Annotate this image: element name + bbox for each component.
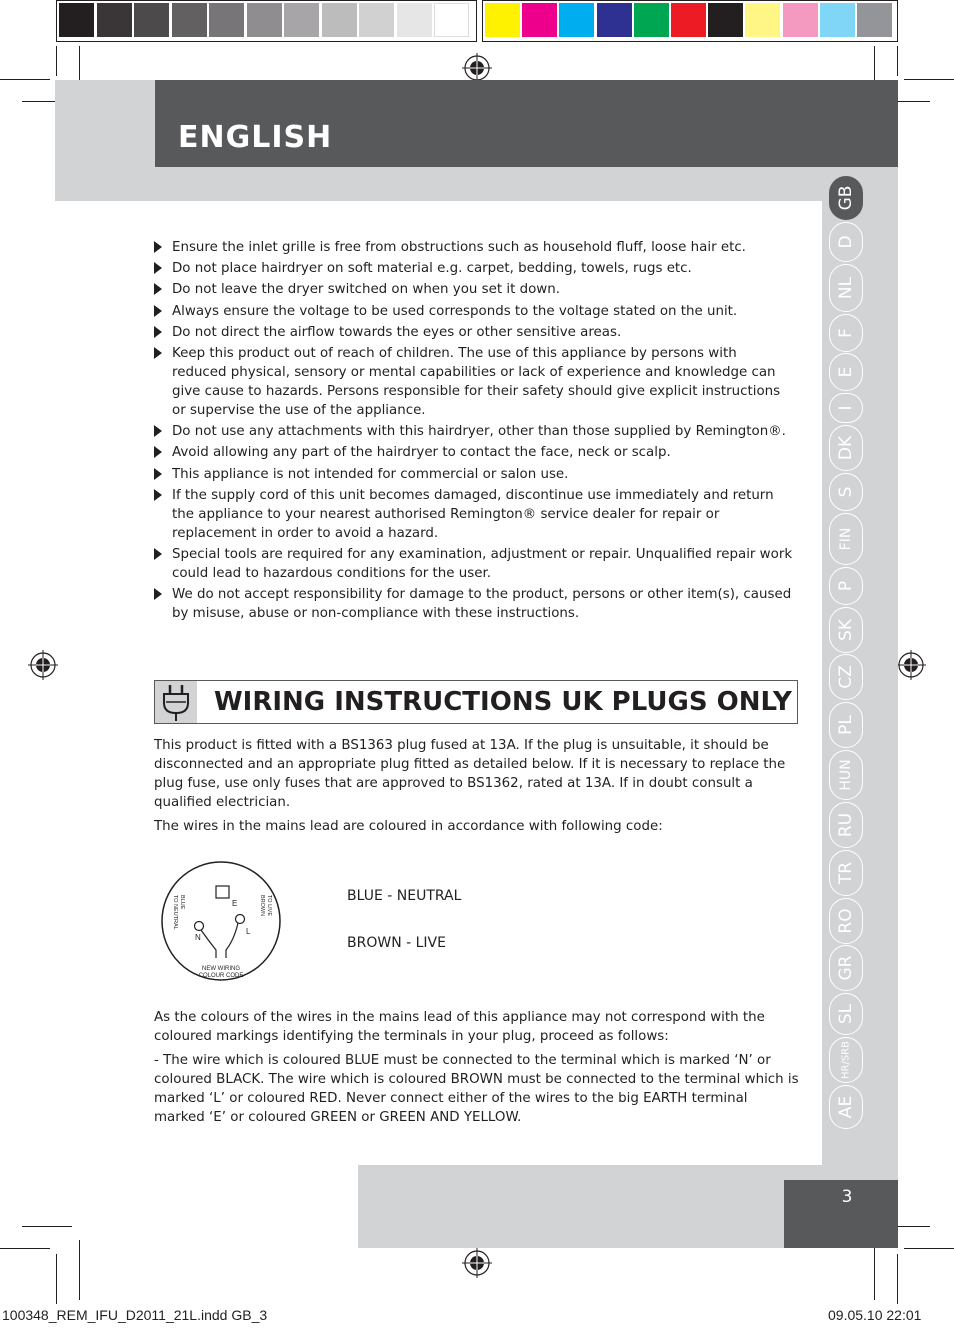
plug-icon — [155, 681, 197, 723]
language-tab-label: HR/SRB — [840, 1041, 852, 1080]
language-tab-label: I — [836, 405, 856, 411]
color-swatch — [559, 3, 594, 37]
language-tab-tr[interactable] — [829, 850, 863, 896]
bullet-arrow-icon — [154, 283, 162, 295]
language-tab-ru[interactable] — [829, 802, 863, 848]
to-live-diagram-label: TO LIVE — [266, 895, 272, 916]
gray-swatch — [359, 3, 394, 37]
bullet-arrow-icon — [154, 588, 162, 600]
diagram-caption-1: NEW WIRING — [202, 966, 240, 972]
bullet-text: Do not direct the airflow towards the eyes or other sensitive areas. — [172, 324, 622, 340]
slug-filename: 100348_REM_IFU_D2011_21L.indd GB_3 — [2, 1307, 268, 1323]
language-tab-label: CZ — [836, 665, 856, 690]
registration-mark-icon — [28, 650, 58, 680]
language-tab-label: FIN — [838, 527, 854, 551]
diagram-caption-2: COLOUR CODE — [198, 973, 244, 979]
color-swatch — [522, 3, 557, 37]
language-tab-hr-srb[interactable] — [829, 1037, 863, 1083]
language-tab-label: RO — [836, 907, 856, 934]
blue-diagram-label: BLUE — [179, 895, 185, 910]
language-tab-label: GB — [836, 185, 856, 211]
bullet-text: Do not leave the dryer switched on when you set it down. — [172, 282, 560, 298]
bullet-text: Special tools are required for any examination, adjustment or repair. Unqualified repair work could lead to hazardous conditions for the user. — [172, 546, 793, 581]
language-tab-label: NL — [836, 276, 856, 299]
bullet-text: Keep this product out of reach of children. The use of this appliance by persons with reduced physical, sensory or mental capabilities or lack of experience and knowledge can give cause to hazards. Persons responsible for their safety should give explicit instructions or supervise the use of the appliance. — [172, 345, 781, 418]
language-tab-fin[interactable] — [829, 513, 863, 565]
bullet-text: Do not place hairdryer on soft material e.g. carpet, bedding, towels, rugs etc. — [172, 261, 692, 277]
bullet-item — [154, 585, 794, 623]
color-swatch — [745, 3, 780, 37]
language-tab-label: S — [836, 486, 856, 498]
to-neutral-diagram-label: TO NEUTRAL — [172, 895, 178, 930]
bullet-text: Avoid allowing any part of the hairdryer to contact the face, neck or scalp. — [172, 445, 671, 461]
crop-mark — [897, 1254, 898, 1304]
crop-mark — [56, 46, 57, 76]
language-tab-hun[interactable] — [829, 750, 863, 800]
bullet-item — [154, 422, 794, 441]
crop-mark — [904, 79, 954, 80]
gray-swatch — [172, 3, 207, 37]
color-swatch — [820, 3, 855, 37]
crop-mark — [79, 1240, 80, 1300]
brown-diagram-label: BROWN — [259, 895, 265, 917]
bullet-item — [154, 280, 794, 299]
bullet-text: This appliance is not intended for commercial or salon use. — [172, 466, 569, 482]
gray-swatch — [247, 3, 282, 37]
bullet-item — [154, 465, 794, 484]
wiring-colours-paragraph: As the colours of the wires in the mains lead of this appliance may not correspond with the coloured markings identifying the terminals in your plug, proceed as follows: — [154, 1010, 765, 1044]
gray-swatch — [322, 3, 357, 37]
language-tab-label: SL — [836, 1004, 856, 1025]
language-tab-i[interactable] — [829, 393, 863, 423]
bullet-item — [154, 545, 794, 583]
page-number: 3 — [841, 1187, 853, 1207]
bullet-arrow-icon — [154, 489, 162, 501]
gray-swatch — [59, 3, 94, 37]
bullet-item — [154, 259, 794, 278]
registration-mark-icon — [462, 1248, 492, 1278]
language-tab-label: F — [836, 327, 856, 338]
plug-wiring-diagram — [160, 860, 282, 982]
wiring-code-intro: The wires in the mains lead are coloured in accordance with following code: — [154, 819, 663, 834]
language-tab-dk[interactable] — [829, 425, 863, 471]
registration-mark-icon — [462, 53, 492, 83]
terminal-l-label: L — [246, 927, 251, 936]
bullet-arrow-icon — [154, 305, 162, 317]
language-tab-e[interactable] — [829, 353, 863, 391]
color-swatch — [671, 3, 706, 37]
gray-swatch — [209, 3, 244, 37]
bullet-item — [154, 302, 794, 321]
color-swatch — [857, 3, 892, 37]
safety-bullet-list — [154, 238, 794, 625]
color-swatch — [597, 3, 632, 37]
crop-mark — [0, 79, 50, 80]
language-tab-label: E — [836, 367, 856, 378]
terminal-n-label: N — [195, 933, 201, 942]
language-tab-label: PL — [836, 715, 856, 736]
language-tab-gr[interactable] — [829, 945, 863, 991]
language-tab-p[interactable] — [829, 567, 863, 605]
language-tab-d[interactable] — [829, 222, 863, 262]
color-swatch — [708, 3, 743, 37]
language-tab-label: AE — [836, 1095, 856, 1119]
language-tab-label: RU — [836, 812, 856, 838]
bullet-item — [154, 344, 794, 420]
terminal-e-label: E — [232, 899, 238, 908]
gray-swatch — [284, 3, 319, 37]
language-tab-nl[interactable] — [829, 264, 863, 312]
bullet-text: Ensure the inlet grille is free from obstructions such as household fluff, loose hair etc. — [172, 240, 746, 255]
gray-swatch — [97, 3, 132, 37]
crop-mark — [56, 1254, 57, 1304]
color-swatch — [485, 3, 520, 37]
bullet-arrow-icon — [154, 468, 162, 480]
bullet-arrow-icon — [154, 262, 162, 274]
bullet-item — [154, 486, 794, 543]
language-tab-label: D — [836, 235, 856, 249]
bullet-text: Do not use any attachments with this hairdryer, other than those supplied by Remington®. — [172, 424, 786, 440]
bullet-arrow-icon — [154, 326, 162, 338]
language-tab-gb[interactable] — [829, 176, 863, 220]
color-swatch — [783, 3, 818, 37]
color-swatch — [634, 3, 669, 37]
bullet-arrow-icon — [154, 241, 162, 253]
language-tab-sk[interactable] — [829, 607, 863, 653]
bullet-text: We do not accept responsibility for damage to the product, persons or other item(s), caused by misuse, abuse or non-compliance with these instructions. — [172, 587, 792, 622]
crop-mark — [904, 1248, 954, 1249]
wiring-instructions-paragraph: - The wire which is coloured BLUE must be connected to the terminal which is marked ‘N’ or coloured BLACK. The wire which is coloured BROWN must be connected to the terminal which is marked ‘L’ or coloured RED. Never connect either of the wires to the big EARTH terminal marked ‘E’ or coloured GREEN or GREEN AND YELLOW. — [154, 1053, 799, 1125]
language-tab-label: HUN — [838, 759, 854, 791]
bullet-item — [154, 443, 794, 462]
language-tab-s[interactable] — [829, 473, 863, 511]
slug-date: 09.05.10 22:01 — [828, 1307, 922, 1323]
language-tab-label: GR — [836, 955, 856, 981]
bullet-arrow-icon — [154, 425, 162, 437]
bullet-text: Always ensure the voltage to be used corresponds to the voltage stated on the unit. — [172, 303, 738, 319]
bullet-item — [154, 323, 794, 342]
crop-mark — [874, 1240, 875, 1300]
bullet-text: If the supply cord of this unit becomes damaged, discontinue use immediately and return the appliance to your nearest authorised Remington® service dealer for repair or replacement in order to avoid a hazard. — [172, 487, 774, 541]
language-tab-sl[interactable] — [829, 993, 863, 1035]
language-tab-label: SK — [836, 618, 856, 641]
page-title: ENGLISH — [178, 120, 333, 155]
gray-swatch — [397, 3, 432, 37]
bullet-arrow-icon — [154, 347, 162, 359]
language-tab-f[interactable] — [829, 314, 863, 352]
wiring-heading: WIRING INSTRUCTIONS UK PLUGS ONLY — [214, 687, 792, 717]
language-tab-ro[interactable] — [829, 898, 863, 944]
brown-live-label: BROWN - LIVE — [347, 935, 446, 951]
blue-neutral-label: BLUE - NEUTRAL — [347, 888, 462, 904]
gray-swatch — [134, 3, 169, 37]
language-tab-label: DK — [836, 435, 856, 461]
wiring-intro: This product is fitted with a BS1363 plug fused at 13A. If the plug is unsuitable, it should be disconnected and an appropriate plug fitted as detailed below. If it is necessary to replace the plug fuse, use only fuses that are approved to BS1362, rated at 13A. If in doubt consult a qualified electrician. — [154, 738, 786, 810]
crop-mark — [0, 1248, 50, 1249]
crop-mark — [22, 1226, 72, 1227]
crop-mark — [897, 46, 898, 76]
language-tab-cz[interactable] — [829, 654, 863, 700]
bullet-arrow-icon — [154, 446, 162, 458]
bullet-item — [154, 238, 794, 257]
language-tab-label: TR — [836, 861, 856, 884]
gray-swatch — [434, 3, 469, 37]
registration-mark-icon — [896, 650, 926, 680]
language-tab-pl[interactable] — [829, 702, 863, 748]
language-tab-label: P — [836, 580, 856, 591]
language-tab-ae[interactable] — [829, 1085, 863, 1129]
bullet-arrow-icon — [154, 548, 162, 560]
